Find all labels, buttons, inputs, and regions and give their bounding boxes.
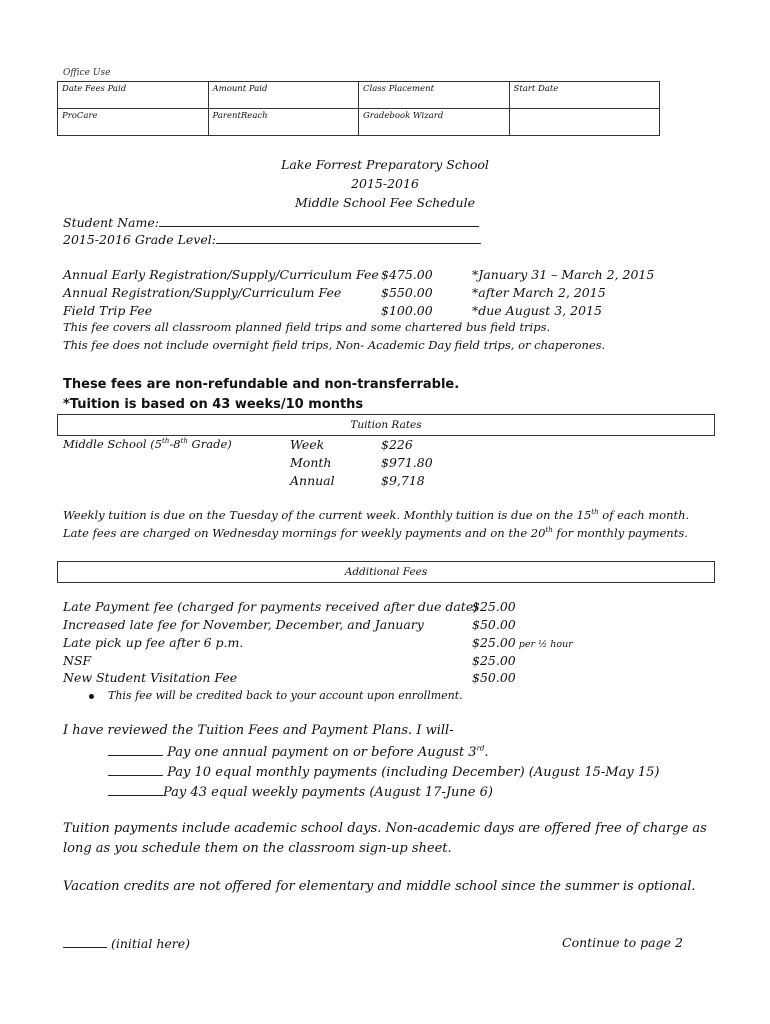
additional-fee-amount xyxy=(472,617,516,632)
student-name-line[interactable] xyxy=(159,214,479,227)
page-title: Middle School Fee Schedule xyxy=(294,195,476,210)
additional-fee-name: Late pick up fee after 6 p.m. xyxy=(63,635,244,650)
late-fee-text xyxy=(63,526,688,540)
initial-blank[interactable] xyxy=(63,935,107,948)
office-cell-empty xyxy=(509,109,660,136)
office-cell-parentreach: ParentReach xyxy=(208,109,359,136)
tuition-rates-header: Tuition Rates xyxy=(57,414,715,436)
additional-fee-name: Late Payment fee (charged for payments received after due date) xyxy=(63,599,479,614)
plan-option-weekly xyxy=(108,783,493,800)
additional-fee-amount xyxy=(472,653,516,668)
continue-label: Continue to page 2 xyxy=(562,935,683,950)
plans-intro: I have reviewed the Tuition Fees and Payment Plans. I will- xyxy=(63,723,454,738)
fee-name-early: Annual Early Registration/Supply/Curriculum Fee xyxy=(63,267,379,282)
tuition-program-sup: th xyxy=(162,437,170,446)
amount-value: $50.00 xyxy=(472,617,516,632)
rate-period-annual: Annual xyxy=(290,473,335,488)
field-trip-note-1: This fee covers all classroom planned field trips and some chartered bus field trips. xyxy=(63,320,551,334)
tuition-program-part: Grade) xyxy=(187,437,232,451)
amount-value: $50.00 xyxy=(472,670,516,685)
amount-suffix: per ½ hour xyxy=(515,639,573,650)
tuition-program xyxy=(63,437,232,451)
additional-fee-amount xyxy=(472,599,516,614)
school-name: Lake Forrest Preparatory School xyxy=(281,157,489,172)
vacation-credits-para: Vacation credits are not offered for elementary and middle school since the summer is optional. xyxy=(63,879,696,894)
late-fee-part: Late fees are charged on Wednesday mornings for weekly payments and on the 20 xyxy=(63,526,546,540)
additional-fee-name: Increased late fee for November, December, and January xyxy=(63,617,424,632)
fee-amount-early: $475.00 xyxy=(381,267,433,282)
plan-option-annual xyxy=(108,743,489,760)
tuition-program-part: -8 xyxy=(169,437,181,451)
office-cell-procare: ProCare xyxy=(58,109,209,136)
fee-name-field-trip: Field Trip Fee xyxy=(63,303,153,318)
amount-value: $25.00 xyxy=(472,653,516,668)
office-use-label: Office Use xyxy=(63,68,111,78)
plan-option-monthly xyxy=(108,763,659,780)
grade-level-label: 2015-2016 Grade Level: xyxy=(63,232,216,247)
late-fee-sup: th xyxy=(545,526,553,535)
office-use-table xyxy=(57,81,660,136)
rate-amount-annual: $9,718 xyxy=(381,473,425,488)
student-name-label: Student Name: xyxy=(63,215,159,230)
fee-note-early: *January 31 – March 2, 2015 xyxy=(472,267,655,282)
credit-note xyxy=(89,689,463,702)
fee-note-regular: *after March 2, 2015 xyxy=(472,285,606,300)
academic-days-para-1: Tuition payments include academic school days. Non-academic days are offered free of charge as xyxy=(63,821,707,836)
rate-period-month: Month xyxy=(290,455,332,470)
credit-note-text: This fee will be credited back to your account upon enrollment. xyxy=(108,689,463,702)
non-refundable-statement: These fees are non-refundable and non-transferrable. xyxy=(63,377,460,392)
amount-value: $25.00 xyxy=(472,635,516,650)
tuition-due-part: Weekly tuition is due on the Tuesday of the current week. Monthly tuition is due on the 15 xyxy=(63,508,592,522)
tuition-program-sup: th xyxy=(180,437,188,446)
office-cell-gradebook: Gradebook Wizard xyxy=(359,109,510,136)
tuition-program-part: Middle School (5 xyxy=(63,437,163,451)
office-cell-class-placement: Class Placement xyxy=(359,82,510,109)
office-cell-date-fees-paid: Date Fees Paid xyxy=(58,82,209,109)
office-cell-start-date: Start Date xyxy=(509,82,660,109)
rate-period-week: Week xyxy=(290,437,325,452)
plan-monthly-blank[interactable] xyxy=(108,763,163,776)
plan-annual-text: . xyxy=(484,745,489,760)
plan-monthly-text: Pay 10 equal monthly payments (including December) (August 15-May 15) xyxy=(163,765,660,780)
fee-note-field-trip: *due August 3, 2015 xyxy=(472,303,602,318)
school-year: 2015-2016 xyxy=(351,176,419,191)
fee-amount-regular: $550.00 xyxy=(381,285,433,300)
rate-amount-month: $971.80 xyxy=(381,455,433,470)
plan-annual-blank[interactable] xyxy=(108,743,163,756)
plan-annual-sup: rd xyxy=(476,744,485,753)
plan-weekly-text: Pay 43 equal weekly payments (August 17-June 6) xyxy=(163,785,493,800)
academic-days-para-2: long as you schedule them on the classroom sign-up sheet. xyxy=(63,841,452,856)
rate-amount-week: $226 xyxy=(381,437,413,452)
amount-value: $25.00 xyxy=(472,599,516,614)
tuition-due-part: of each month. xyxy=(598,508,690,522)
fee-name-regular: Annual Registration/Supply/Curriculum Fee xyxy=(63,285,342,300)
initial-here-label: (initial here) xyxy=(110,936,191,951)
plan-weekly-blank[interactable] xyxy=(108,783,163,796)
tuition-due-sup: th xyxy=(591,508,599,517)
additional-fee-name: NSF xyxy=(63,653,92,668)
bullet-icon xyxy=(89,694,94,699)
grade-level-line[interactable] xyxy=(216,231,481,244)
additional-fees-header: Additional Fees xyxy=(57,561,715,583)
tuition-due-text xyxy=(63,508,689,522)
student-name-row xyxy=(63,214,479,230)
office-cell-amount-paid: Amount Paid xyxy=(208,82,359,109)
field-trip-note-2: This fee does not include overnight field trips, Non- Academic Day field trips, or chaperones. xyxy=(63,338,606,352)
tuition-basis-statement: *Tuition is based on 43 weeks/10 months xyxy=(63,397,364,412)
plan-annual-text: Pay one annual payment on or before August 3 xyxy=(163,745,477,760)
late-fee-part: for monthly payments. xyxy=(552,526,688,540)
initial-here-row xyxy=(63,935,190,951)
fee-amount-field-trip: $100.00 xyxy=(381,303,433,318)
additional-fee-amount xyxy=(472,670,516,685)
additional-fee-name: New Student Visitation Fee xyxy=(63,670,238,685)
additional-fee-amount xyxy=(472,635,573,650)
grade-level-row xyxy=(63,231,481,247)
